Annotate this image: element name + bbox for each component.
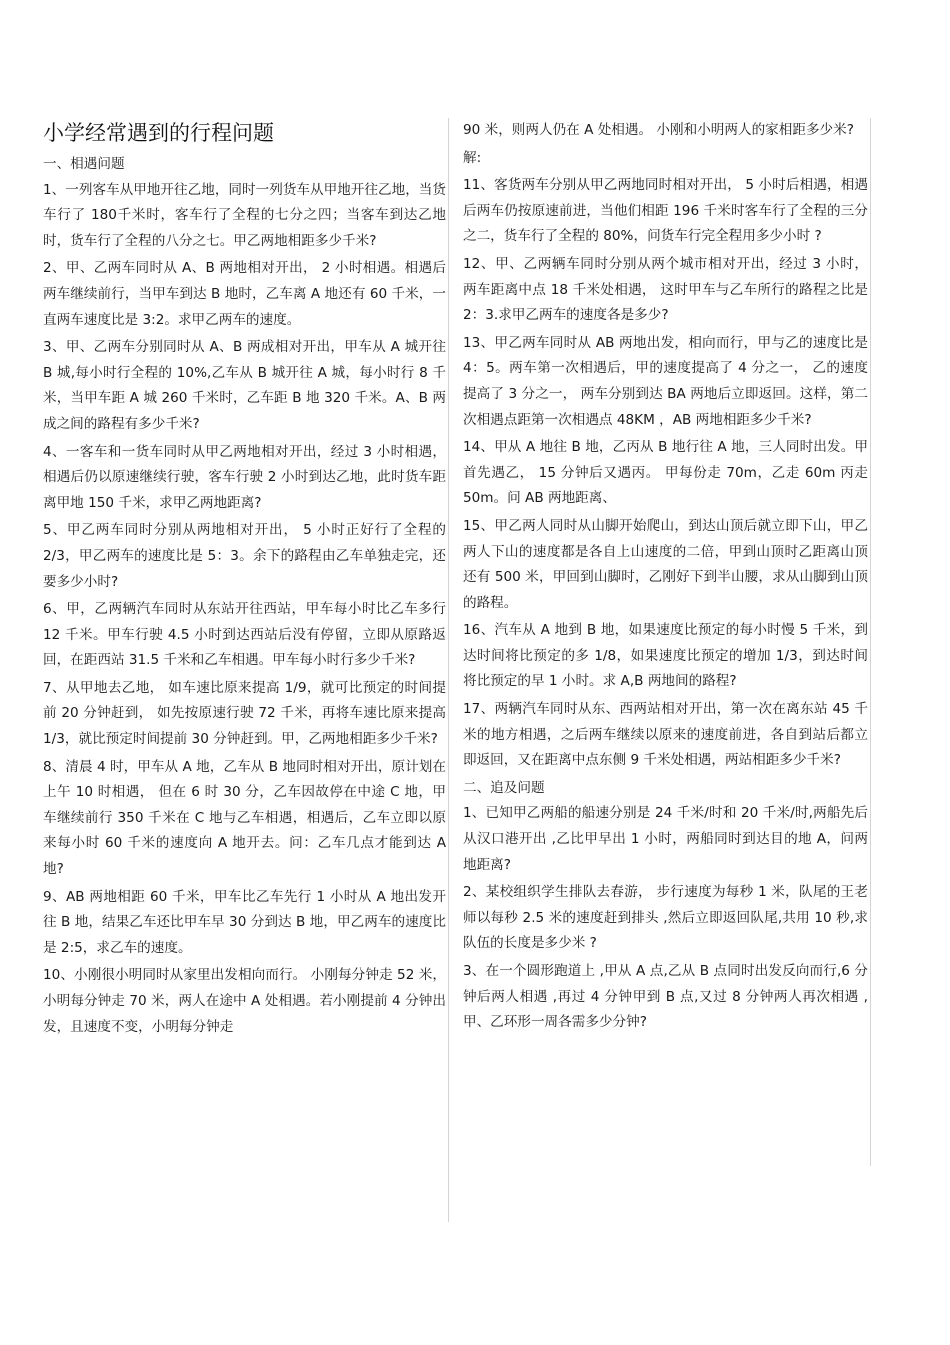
page-title: 小学经常遇到的行程问题 (43, 121, 274, 145)
question-1: 1、一列客车从甲地开往乙地，同时一列货车从甲地开往乙地，当货车行了 180千米时，客车行了全程的七分之四；当客车到达乙地时，货车行了全程的八分之七。甲乙两地相距多少千米? (43, 181, 446, 249)
question-12: 12、甲、乙两辆车同时分别从两个城市相对开出，经过 3 小时， 两车距离中点 18 千米处相遇， 这时甲车与乙车所行的路程之比是 2：3.求甲乙两车的速度各是多少? (463, 255, 868, 324)
question-10: 10、小刚很小明同时从家里出发相向而行。 小刚每分钟走 52 米，小明每分钟走 70 米，两人在途中 A 处相遇。若小刚提前 4 分钟出发，且速度不变，小明每分钟走 (43, 967, 446, 1035)
question-9: 9、AB 两地相距 60 千米，甲车比乙车先行 1 小时从 A 地出发开往 B 地，结果乙车还比甲车早 30 分到达 B 地，甲乙两车的速度比是 2:5，求乙车的速度。 (43, 888, 446, 956)
question-7: 7、从甲地去乙地， 如车速比原来提高 1/9，就可比预定的时间提前 20 分钟赶到， 如先按原速行驶 72 千米，再将车速比原来提高 1/3，就比预定时间提前 30 分钟赶到。甲，乙两地相距多少千米? (43, 679, 446, 748)
question-10-continued: 90 米，则两人仍在 A 处相遇。 小刚和小明两人的家相距多少米? (463, 122, 854, 138)
question-3: 3、甲、乙两车分别同时从 A、B 两成相对开出，甲车从 A 城开往 B 城,每小时行全程的 10%,乙车从 B 城开往 A 城，每小时行 8 千米，当甲车距 A 城 260 千米时，乙车距 B 地 320 千米。A、B 两成之间的路程有多少千米? (43, 339, 446, 432)
left-column (43, 118, 449, 1222)
chase-question-3: 3、在一个圆形跑道上 ,甲从 A 点,乙从 B 点同时出发反向而行,6 分钟后两人相遇 ,再过 4 分钟甲到 B 点,又过 8 分钟两人再次相遇 ,甲、乙环形一周各需多少分钟? (463, 963, 868, 1031)
right-column (463, 118, 871, 1166)
question-16: 16、汽车从 A 地到 B 地，如果速度比预定的每小时慢 5 千米，到达时间将比预定的多 1/8，如果速度比预定的增加 1/3，到达时间将比预定的早 1 小时。求 A,B 两地间的路程? (463, 622, 868, 690)
chase-question-2: 2、某校组织学生排队去春游， 步行速度为每秒 1 米，队尾的王老师以每秒 2.5 米的速度赶到排头 ,然后立即返回队尾,共用 10 秒,求队伍的长度是多少米 ? (463, 884, 868, 952)
question-13: 13、甲乙两车同时从 AB 两地出发，相向而行，甲与乙的速度比是 4：5。两车第一次相遇后，甲的速度提高了 4 分之一， 乙的速度提高了 3 分之一， 两车分别到达 BA 两地后立即返回。这样，第二次相遇点距第一次相遇点 48KM ，AB 两地相距多少千米? (463, 334, 868, 428)
question-5: 5、甲乙两车同时分别从两地相对开出， 5 小时正好行了全程的 2/3，甲乙两车的速度比是 5：3。余下的路程由乙车单独走完，还要多少小时? (43, 522, 446, 590)
question-8: 8、清晨 4 时，甲车从 A 地，乙车从 B 地同时相对开出，原计划在上午 10 时相遇， 但在 6 时 30 分，乙车因故停在中途 C 地，甲车继续前行 350 千米在 C 地与乙车相遇，相遇后，乙车立即以原来每小时 60 千米的速度向 A 地开去。问：乙车几点才能到达 A 地? (43, 758, 446, 878)
question-4: 4、一客车和一货车同时从甲乙两地相对开出，经过 3 小时相遇，相遇后仍以原速继续行驶，客车行驶 2 小时到达乙地，此时货车距离甲地 150 千米，求甲乙两地距离? (43, 443, 446, 511)
answer-label: 解: (463, 149, 482, 166)
question-17: 17、两辆汽车同时从东、西两站相对开出，第一次在离东站 45 千米的地方相遇，之后两车继续以原来的速度前进，各自到站后都立即返回，又在距离中点东侧 9 千米处相遇，两站相距多少千米? (463, 701, 868, 769)
section-heading-meeting: 一、相遇问题 (43, 156, 125, 172)
question-6: 6、甲，乙两辆汽车同时从东站开往西站，甲车每小时比乙车多行 12 千米。甲车行驶 4.5 小时到达西站后没有停留，立即从原路返回，在距西站 31.5 千米和乙车相遇。甲车每小时行多少千米? (43, 601, 446, 669)
question-15: 15、甲乙两人同时从山脚开始爬山，到达山顶后就立即下山，甲乙两人下山的速度都是各自上山速度的二倍，甲到山顶时乙距离山顶还有 500 米，甲回到山脚时，乙刚好下到半山腰，求从山脚到山顶的路程。 (463, 517, 868, 611)
chase-question-1: 1、已知甲乙两船的船速分别是 24 千米/时和 20 千米/时,两船先后从汉口港开出 ,乙比甲早出 1 小时，两船同时到达目的地 A，问两地距离? (463, 805, 868, 873)
question-11: 11、客货两车分别从甲乙两地同时相对开出， 5 小时后相遇，相遇后两车仍按原速前进，当他们相距 196 千米时客车行了全程的三分之二，货车行了全程的 80%，问货车行完全程用多少小时 ? (463, 177, 868, 245)
question-2: 2、甲、乙两车同时从 A、B 两地相对开出， 2 小时相遇。相遇后两车继续前行，当甲车到达 B 地时，乙车离 A 地还有 60 千米，一直两车速度比是 3:2。求甲乙两车的速度。 (43, 260, 446, 328)
question-14: 14、甲从 A 地往 B 地，乙丙从 B 地行往 A 地，三人同时出发。甲首先遇乙， 15 分钟后又遇丙。 甲每份走 70m，乙走 60m 丙走 50m。问 AB 两地距离、 (463, 439, 868, 507)
section-heading-chase: 二、追及问题 (463, 779, 545, 796)
